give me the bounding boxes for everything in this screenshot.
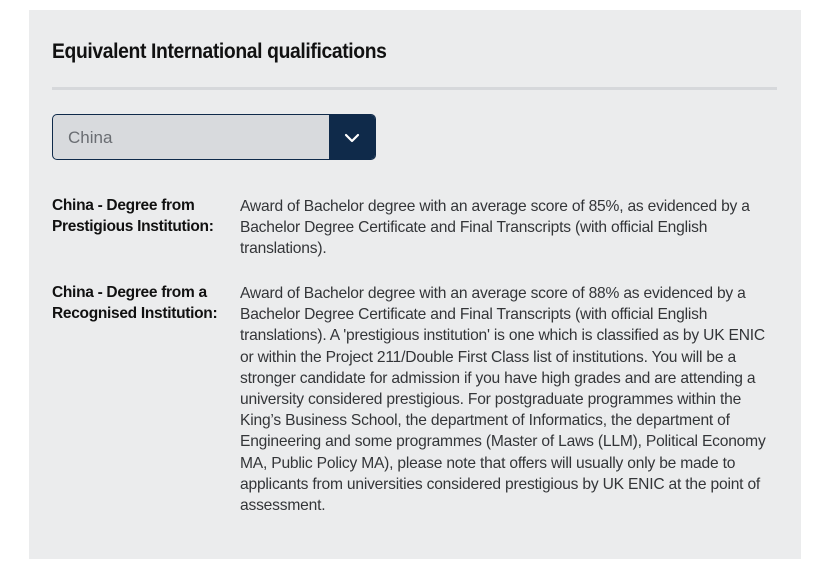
qualification-label: China - Degree from Prestigious Institution:: [52, 197, 214, 235]
qualification-row: [52, 196, 780, 260]
qualification-label: China - Degree from a Recognised Institution:: [52, 284, 218, 322]
country-select-value: China: [68, 128, 113, 147]
qualification-row: [52, 283, 780, 516]
section-title: Equivalent International qualifications: [52, 40, 387, 63]
qualifications-panel: [29, 10, 801, 559]
divider: [52, 87, 777, 90]
chevron-down-icon: [343, 129, 361, 147]
country-select[interactable]: [52, 114, 376, 160]
qualification-text: Award of Bachelor degree with an average score of 88% as evidenced by a Bachelor Degree Certificate and Final Transcripts (with official English translations). A 'prestigious institution' is one which is classified as by UK ENIC or within the Project 211/Double First Class list of institutions. You will be a stronger candidate for admission if you have high grades and are attending a university considered prestigious. For postgraduate programmes within the King’s Business School, the department of Informatics, the department of Engineering and some programmes (Master of Laws (LLM), Political Economy MA, Public Policy MA), please note that offers will usually only be made to applicants from universities considered prestigious by UK ENIC at the point of assessment.: [240, 285, 766, 515]
country-select-toggle-button[interactable]: [329, 115, 375, 159]
qualification-text: Award of Bachelor degree with an average score of 85%, as evidenced by a Bachelor Degree Certificate and Final Transcripts (with official English translations).: [240, 198, 750, 258]
